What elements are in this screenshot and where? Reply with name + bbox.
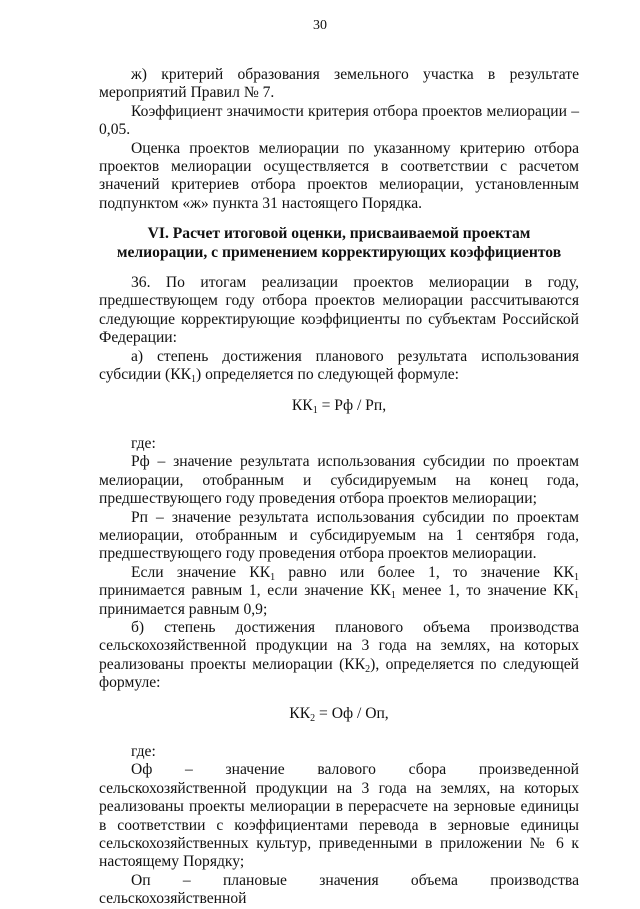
kk1-condition: Если значение $КК_1$ равно или более 1, то значение $КК_1$ принимается равным 1, если значение $КК_1$ менее 1, то значение $КК_1$ принимается равным 0,9; bbox=[99, 563, 579, 618]
criterion-zh-line2: мероприятий Правил № 7. bbox=[99, 84, 275, 102]
where-label-2: где: bbox=[131, 743, 156, 760]
significance-coef-line2: 0,05. bbox=[99, 121, 131, 139]
paragraph-36: 36. По итогам реализации проектов мелиорации в году, предшествующем году отбора проектов мелиорации рассчитываются следующие корректирующие коэффициенты по субъектам Российской Федерации: bbox=[99, 274, 579, 347]
evaluation-paragraph: Оценка проектов мелиорации по указанному критерию отбора проектов мелиорации осуществляется в соответствии с расчетом значений критериев отбора проектов мелиорации, установленным подпунктом «ж» пункта 31 настоящего Порядка. bbox=[99, 139, 579, 212]
where-label-1: где: bbox=[131, 434, 156, 452]
section-heading-line2: мелиорации, с применением корректирующих коэффициентов bbox=[116, 243, 562, 261]
formula-kk2: $КК_2$ = Оф / Оп, bbox=[289, 704, 389, 724]
item-a-paragraph: а) степень достижения планового результата использования субсидии $(КК_1)$ определяется по следующей формуле: bbox=[99, 347, 579, 386]
page-number: 30 bbox=[313, 18, 327, 33]
significance-coef-line1: Коэффициент значимости критерия отбора проектов мелиорации – bbox=[131, 102, 579, 120]
definition-rp: Рп – значение результата использования субсидии по проектам мелиорации, отобранным и субсидируемым на 1 сентября года, предшествующего году проведения отбора проектов мелиорации. bbox=[99, 508, 579, 563]
definition-rf: Рф – значение результата использования субсидии по проектам мелиорации, отобранным и субсидируемым на конец года, предшествующего году проведения отбора проектов мелиорации; bbox=[99, 453, 579, 508]
item-b-paragraph: б) степень достижения планового объема производства сельскохозяйственной продукции на 3 года на землях, на которых реализованы проекты мелиорации $(КК_2)$, определяется по следующей формуле: bbox=[99, 618, 579, 692]
definition-of: Оф – значение валового сбора произведенной сельскохозяйственной продукции на 3 года на землях, на которых реализованы проекты мелиорации в перерасчете на зерновые единицы в соответствии с коэффициентами перевода в зерновые единицы сельскохозяйственных культур, приведенными в приложении № 6 к настоящему Порядку; bbox=[99, 761, 579, 871]
formula-kk1: $КК_1$ = Рф / Рп, bbox=[291, 396, 387, 416]
document-body bbox=[99, 66, 579, 909]
section-heading-line1: VI. Расчет итоговой оценки, присваиваемой проектам bbox=[147, 225, 531, 243]
definition-op: Оп – плановые значения объема производства сельскохозяйственной bbox=[99, 871, 579, 908]
criterion-zh-line1: ж) критерий образования земельного участка в результате bbox=[131, 66, 579, 83]
